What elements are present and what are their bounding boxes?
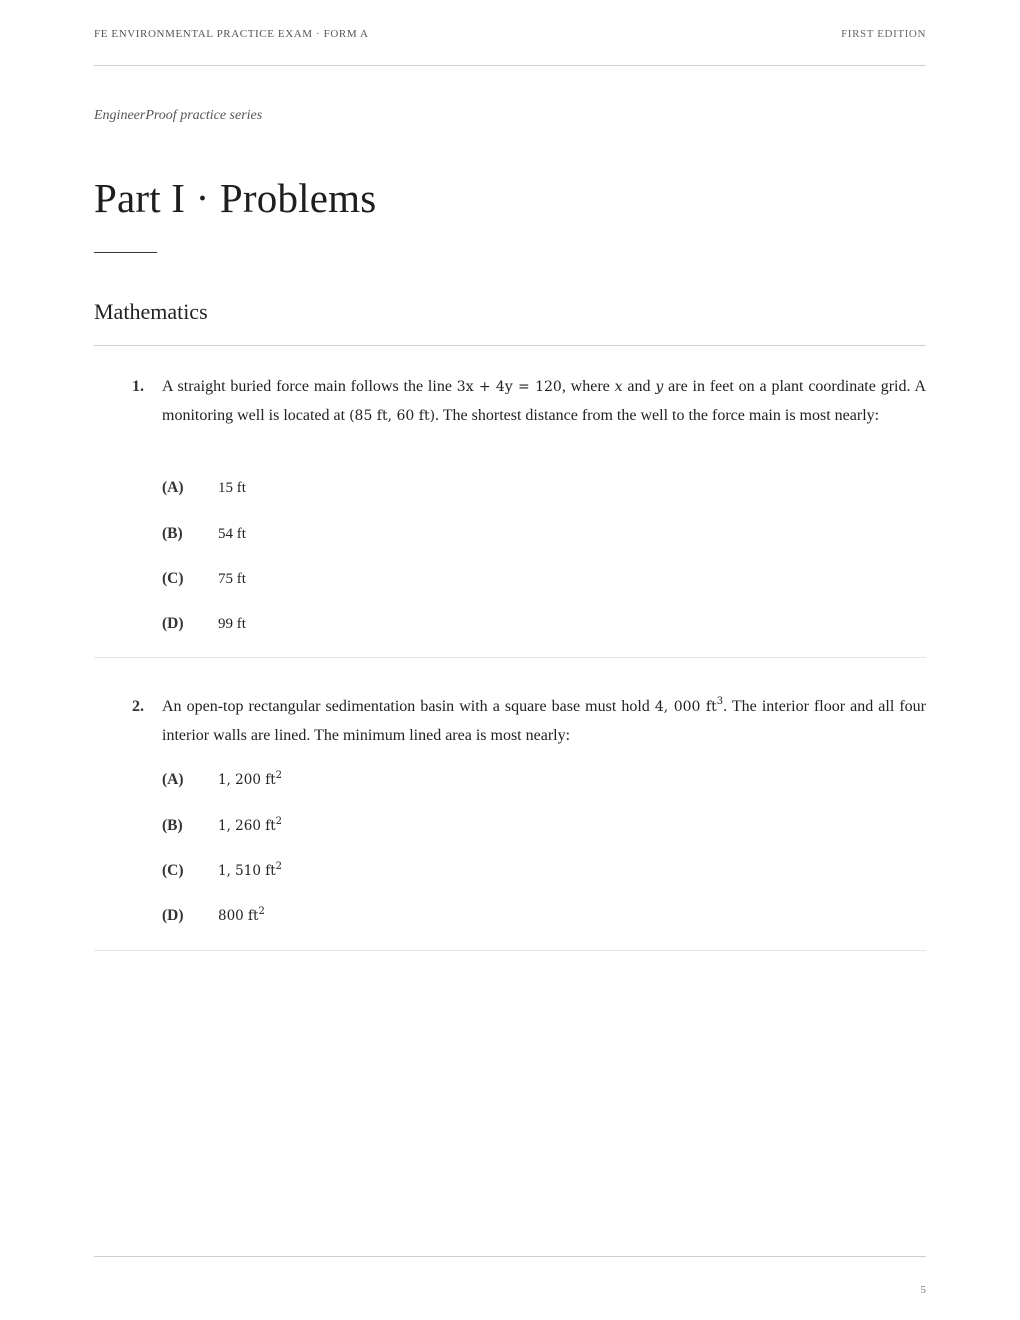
choice-letter: (C) <box>162 862 184 879</box>
variable-x: x <box>614 379 623 395</box>
choice-letter: (D) <box>162 615 184 632</box>
page-number: 5 <box>920 1284 926 1296</box>
choice-letter: (C) <box>162 570 184 587</box>
choice-value: 54 ft <box>218 526 246 542</box>
choice-letter: (D) <box>162 907 184 924</box>
choice-2b[interactable] <box>162 814 862 838</box>
choice-value: 1, 260 $ft^2$ <box>218 815 283 834</box>
footer-divider <box>94 1256 926 1257</box>
problem-number: 2. <box>132 698 144 715</box>
document-page <box>94 0 926 1320</box>
problem-number: 1. <box>132 378 144 395</box>
choice-letter: (A) <box>162 771 184 788</box>
variable-y: y <box>655 379 664 395</box>
choice-1d[interactable] <box>162 612 862 636</box>
part-title: Part I · Problems <box>94 175 377 221</box>
section-divider <box>94 345 926 346</box>
header-edition: FIRST EDITION <box>841 28 926 40</box>
header-exam-title: FE ENVIRONMENTAL PRACTICE EXAM · FORM A <box>94 28 369 40</box>
choice-value: 99 ft <box>218 616 246 632</box>
series-label: EngineerProof practice series <box>94 108 263 123</box>
choice-value: 1, 200 $ft^2$ <box>218 769 283 788</box>
choice-2d[interactable] <box>162 904 862 928</box>
problem-stem: An open-top rectangular sedimentation basin with a square base must hold 4, 000 $ft^3$. The interior floor and all four interior walls are lined. The minimum lined area is most nearly: <box>162 696 926 744</box>
problem-divider <box>94 657 926 658</box>
choice-letter: (B) <box>162 525 183 542</box>
choice-value: 1, 510 $ft^2$ <box>218 860 283 879</box>
choice-value: 800 $ft^2$ <box>218 905 265 924</box>
header-divider <box>94 65 926 66</box>
choice-2a[interactable] <box>162 768 862 792</box>
title-underline <box>94 252 157 253</box>
choice-1b[interactable] <box>162 522 862 546</box>
choice-value: 15 ft <box>218 480 246 496</box>
choice-1a[interactable] <box>162 476 862 500</box>
choice-letter: (B) <box>162 817 183 834</box>
problem-stem: A straight buried force main follows the line 3x + 4y = 120, where x and y are in feet on a plant coordinate grid. A monitoring well is located at (85 ft, 60 ft). The shortest distance from the well to the force main is most nearly: <box>162 378 927 424</box>
equation: 3x + 4y = 120 <box>456 379 562 395</box>
choice-1c[interactable] <box>162 567 862 591</box>
volume-value: 4, 000 $ft^3$ <box>654 696 724 715</box>
choice-letter: (A) <box>162 479 184 496</box>
section-title: Mathematics <box>94 299 208 324</box>
problem-divider <box>94 950 926 951</box>
choice-value: 75 ft <box>218 571 246 587</box>
well-coordinates: (85 ft, 60 ft) <box>349 407 436 424</box>
choice-2c[interactable] <box>162 859 862 883</box>
